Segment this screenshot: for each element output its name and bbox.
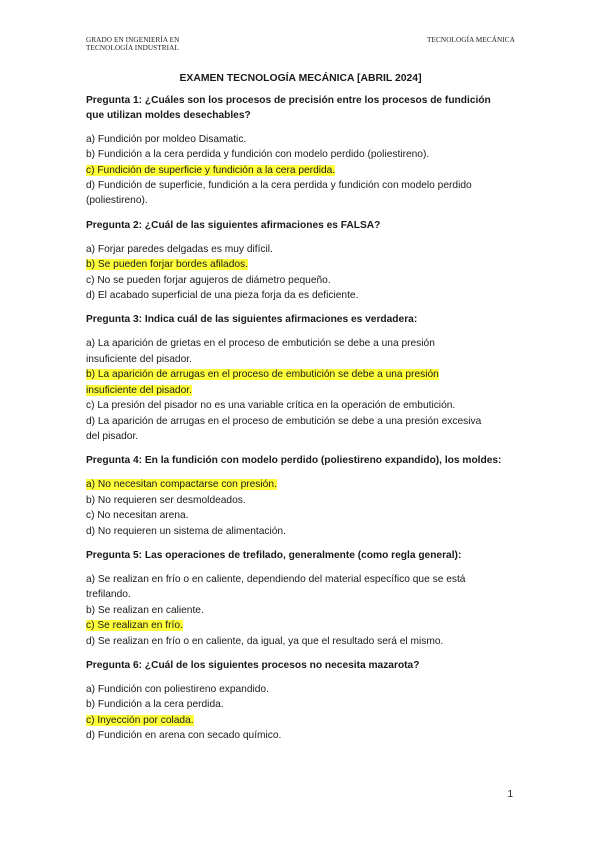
answer-options: [86, 572, 515, 649]
question-text: Pregunta 1: ¿Cuáles son los procesos de precisión entre los procesos de fundición: [86, 94, 491, 106]
answer-text: a) Fundición por moldeo Disamatic.: [86, 133, 247, 145]
highlighted-answer-text: b) Se pueden forjar bordes afilados.: [86, 259, 248, 271]
answer-text: d) Fundición en arena con secado químico.: [86, 730, 282, 742]
header-subject: TECNOLOGÍA MECÁNICA: [427, 36, 515, 44]
answer-options: [86, 132, 515, 209]
question-text: Pregunta 4: En la fundición con modelo perdido (poliestireno expandido), los moldes:: [86, 455, 502, 467]
question-text: Pregunta 2: ¿Cuál de las siguientes afirmaciones es FALSA?: [86, 219, 381, 231]
answer-option-a: [86, 587, 515, 602]
question-2: [86, 218, 515, 304]
answer-text: b) Se realizan en caliente.: [86, 604, 204, 616]
answer-option-c: [86, 273, 515, 288]
highlighted-answer-text: insuficiente del pisador.: [86, 384, 192, 396]
answer-option-c: [86, 398, 515, 413]
answer-option-d: [86, 178, 515, 193]
answer-option-c: [86, 163, 515, 178]
answer-options: [86, 336, 515, 444]
question-5: [86, 548, 515, 649]
answer-text: del pisador.: [86, 430, 139, 442]
header-degree-line2: TECNOLOGÍA INDUSTRIAL: [86, 44, 179, 53]
answer-text: (poliestireno).: [86, 195, 148, 207]
answer-option-b: [86, 367, 515, 382]
answer-text: b) No requieren ser desmoldeados.: [86, 494, 246, 506]
answer-option-b: [86, 603, 515, 618]
answer-text: a) Se realizan en frío o en caliente, dependiendo del material específico que se está: [86, 573, 466, 585]
exam-title: EXAMEN TECNOLOGÍA MECÁNICA [ABRIL 2024]: [179, 72, 422, 84]
answer-text: b) Fundición a la cera perdida.: [86, 699, 224, 711]
answer-option-b: [86, 383, 515, 398]
answer-option-d: [86, 193, 515, 208]
answer-text: a) La aparición de grietas en el proceso de embutición se debe a una presión: [86, 338, 435, 350]
answer-option-d: [86, 524, 515, 539]
answer-option-d: [86, 288, 515, 303]
answer-option-b: [86, 147, 515, 162]
answer-text: insuficiente del pisador.: [86, 353, 192, 365]
page-header: [86, 36, 515, 53]
answer-option-c: [86, 508, 515, 523]
answer-option-b: [86, 257, 515, 272]
answer-option-d: [86, 414, 515, 429]
question-1: [86, 93, 515, 209]
answer-options: [86, 242, 515, 304]
answer-option-a: [86, 132, 515, 147]
highlighted-answer-text: c) Se realizan en frío.: [86, 620, 183, 632]
question-4: [86, 453, 515, 539]
answer-text: a) Fundición con poliestireno expandido.: [86, 683, 269, 695]
questions-list: [86, 93, 515, 744]
answer-option-a: [86, 572, 515, 587]
answer-option-d: [86, 634, 515, 649]
highlighted-answer-text: c) Inyección por colada.: [86, 714, 194, 726]
question-text: que utilizan moldes desechables?: [86, 109, 251, 121]
answer-text: d) No requieren un sistema de alimentación.: [86, 525, 286, 537]
answer-text: d) Se realizan en frío o en caliente, da igual, ya que el resultado será el mismo.: [86, 635, 444, 647]
highlighted-answer-text: b) La aparición de arrugas en el proceso de embutición se debe a una presión: [86, 369, 439, 381]
highlighted-answer-text: c) Fundición de superficie y fundición a la cera perdida.: [86, 164, 336, 176]
question-6: [86, 658, 515, 744]
answer-option-d: [86, 429, 515, 444]
answer-option-c: [86, 618, 515, 633]
answer-options: [86, 477, 515, 539]
question-text: Pregunta 5: Las operaciones de trefilado, generalmente (como regla general):: [86, 549, 462, 561]
question-text: Pregunta 6: ¿Cuál de los siguientes procesos no necesita mazarota?: [86, 659, 420, 671]
answer-text: trefilando.: [86, 589, 131, 601]
answer-text: d) Fundición de superficie, fundición a la cera perdida y fundición con modelo perdido: [86, 180, 472, 192]
question-3: [86, 312, 515, 444]
answer-text: b) Fundición a la cera perdida y fundición con modelo perdido (poliestireno).: [86, 149, 430, 161]
page-number: 1: [507, 789, 513, 800]
answer-option-b: [86, 697, 515, 712]
answer-option-a: [86, 336, 515, 351]
answer-text: c) No necesitan arena.: [86, 510, 189, 522]
answer-option-a: [86, 682, 515, 697]
answer-option-a: [86, 242, 515, 257]
header-degree-line1: GRADO EN INGENIERÍA EN: [86, 36, 180, 44]
answer-options: [86, 682, 515, 744]
answer-option-d: [86, 728, 515, 743]
answer-text: d) El acabado superficial de una pieza forja da es deficiente.: [86, 290, 359, 302]
answer-text: d) La aparición de arrugas en el proceso de embutición se debe a una presión excesiva: [86, 415, 482, 427]
answer-text: c) No se pueden forjar agujeros de diámetro pequeño.: [86, 274, 331, 286]
header-degree: [86, 36, 179, 53]
highlighted-answer-text: a) No necesitan compactarse con presión.: [86, 479, 277, 491]
answer-option-b: [86, 493, 515, 508]
answer-option-a: [86, 352, 515, 367]
answer-option-c: [86, 713, 515, 728]
answer-text: c) La presión del pisador no es una variable crítica en la operación de embutición.: [86, 400, 456, 412]
answer-option-a: [86, 477, 515, 492]
answer-text: a) Forjar paredes delgadas es muy difícil.: [86, 243, 273, 255]
question-text: Pregunta 3: Indica cuál de las siguientes afirmaciones es verdadera:: [86, 314, 418, 326]
